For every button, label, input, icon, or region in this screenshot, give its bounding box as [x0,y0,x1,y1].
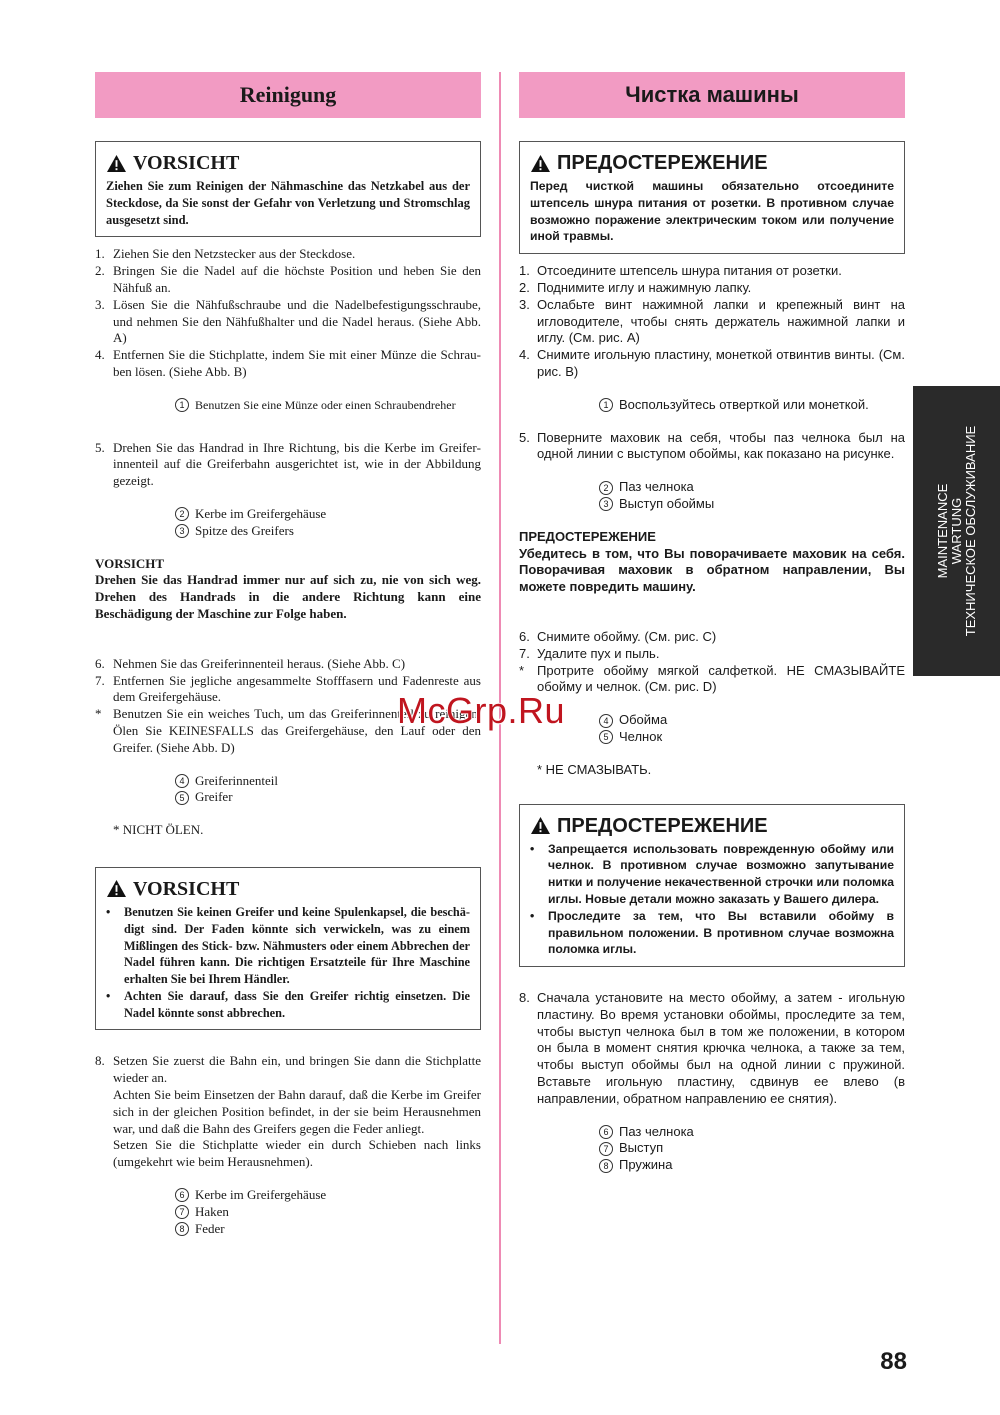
warning-heading: VORSICHT [133,877,240,900]
list-item: 6. Nehmen Sie das Greiferinnenteil heraus. (Siehe Abb. C) [95,655,406,671]
legend-item: 2 Паз челнока [599,479,905,496]
steps-list [95,440,481,490]
section-side-tab [913,386,1000,676]
steps-list [519,263,905,381]
legend-item: 5 Челнок [599,729,905,746]
figure-legend [599,479,905,513]
caution-heading: VORSICHT [95,555,165,571]
list-item: 5. Drehen Sie das Handrad in Ihre Richtung, bis die Kerbe im Greiferinnenteil auf die Greiferbahn ausgerichtet ist, wie in der Abbildung gezeigt. [95,439,481,489]
list-item: 8. Setzen Sie zuerst die Bahn ein, und bringen Sie dann die Stichplatte wieder an. Achten Sie beim Einsetzen der Bahn darauf, daß die Kerbe im Greifer sich in der gleichen Position befindet, in der sie beim Herausnehmen war, und daß die Bahn des Greifers gegen die Feder anliegt. Setzen Sie die Stichplatte wieder ein durch Schieben nach links (umgekehrt wie beim Herausnehmen). [95,1053,481,1170]
warning-text: Ziehen Sie zum Reinigen der Nähmaschine das Netzkabel aus der Steckdose, da Sie sonst der Gefahr von Verletzung und Stromschlag ausgesetzt sind. [106,179,470,227]
legend-item: 4 Обойма [599,712,905,729]
steps-list [95,246,481,380]
legend-item: 7 Haken [175,1204,481,1221]
warning-heading: ПРЕДОСТЕРЕЖЕНИЕ [557,814,768,837]
warning-list [530,841,894,959]
warning-box [95,867,481,1031]
list-item: 4. Снимите игольную пластину, монеткой отвинтив винты. (См. рис. B) [519,347,905,379]
tab-label-de: WARTUNG [948,497,964,565]
legend-item: 3 Spitze des Greifers [175,523,481,540]
figure-legend [599,397,905,414]
list-item: 3. Ослабьте винт нажимной лапки и крепежный винт на игловодителе, чтобы снять держатель нажимной лапки и иглу. (См. рис. A) [519,296,905,346]
tab-label-en: MAINTENANCE [934,483,950,579]
steps-list [519,430,905,464]
figure-legend [175,773,481,807]
warning-box [519,141,905,254]
german-column [95,72,481,1237]
warning-heading: VORSICHT [133,152,240,174]
list-item: 1. Ziehen Sie den Netzstecker aus der Steckdose. [95,246,356,262]
page-number: 88 [880,1348,907,1375]
list-item: • Benutzen Sie keinen Greifer und keine Spulenkapsel, die beschädigt sind. Der Faden könnte sich verwickeln, was zu einem Mißlingen des Stick- bzw. Nähmusters oder einem Abbrechen der Nadel führen kann. Die richtigen Ersatzteile für Ihre Maschine erhalten Sie bei Ihrem Händler. [106,904,470,988]
watermark-logo: McGrp.Ru [397,690,566,731]
list-item: 6. Снимите обойму. (См. рис. C) [519,628,717,644]
legend-item: 5 Greifer [175,789,481,806]
russian-column [519,72,905,1174]
warning-triangle-icon [530,154,551,173]
legend-item: 4 Greiferinnenteil [175,773,481,790]
list-item: 1. Отсоедините штепсель шнура питания от розетки. [519,263,842,279]
list-item: 3. Lösen Sie die Nähfußschraube und die Nadelbefestigungsschraube, und nehmen Sie den Nähfußhalter und die Nadel heraus. (Siehe Abb. A) [95,296,481,346]
legend-item: 6 Kerbe im Greifergehäuse [175,1187,481,1204]
warning-box [519,804,905,968]
steps-list [519,990,905,1108]
caution-note [519,529,905,596]
figure-legend [175,506,481,540]
figure-legend [175,1187,481,1237]
tab-label-ru: ТЕХНИЧЕСКОЕ ОБСЛУЖИВАНИЕ [962,425,978,637]
legend-item: 1 Воспользуйтесь отверткой или монеткой. [599,397,905,414]
legend-item: 8 Пружина [599,1157,905,1174]
list-item: 2. Bringen Sie die Nadel auf die höchste Position und heben Sie den Nähfuß an. [95,263,481,295]
caution-text: Убедитесь в том, что Вы поворачиваете маховик на себя. Поворачивая маховик в обратном направлении, Вы можете повредить машину. [519,545,905,595]
warning-list [106,904,470,1022]
warning-triangle-icon [106,879,127,898]
list-item: • Achten Sie darauf, dass Sie den Greifer richtig einsetzen. Die Nadel könnte sonst abbrechen. [106,988,470,1022]
list-item: 7. Entfernen Sie jegliche angesammelte Stofffasern und Fadenreste aus dem Greifergehäuse. [95,672,481,705]
warning-box [95,141,481,237]
legend-item: 3 Выступ обоймы [599,496,905,513]
legend-item: 6 Паз челнока [599,1124,905,1141]
list-item: • Запрещается использовать поврежденную обойму или челнок. В противном случае возможно запутывание нитки и получение некачественной строчки или поломка иглы. Новые детали можно заказать у Вашего дилера. [530,841,894,908]
no-oil-note: * НЕ СМАЗЫВАТЬ. [537,761,652,777]
caution-heading: ПРЕДОСТЕРЕЖЕНИЕ [519,528,656,544]
caution-text: Drehen Sie das Handrad immer nur auf sich zu, nie von sich weg. Drehen des Handrads in die andere Richtung kann eine Beschädigung der Maschine zur Folge haben. [95,572,481,621]
section-title: Reinigung [95,72,481,118]
list-item: 4. Entfernen Sie die Stichplatte, indem Sie mit einer Münze die Schrauben lösen. (Siehe Abb. B) [95,347,481,379]
steps-list [519,629,905,696]
list-item: * Benutzen Sie ein weiches Tuch, um das Greiferinnenteil zu reinigen. Ölen Sie KEINESFALLS das Greifergehäuse, den Lauf oder den Greifer. (Siehe Abb. D) [95,706,481,755]
legend-item: 7 Выступ [599,1140,905,1157]
list-item: 5. Поверните маховик на себя, чтобы паз челнока был на одной линии с выступом обоймы, как показано на рисунке. [519,429,905,462]
steps-list [95,1053,481,1171]
figure-legend [599,712,905,746]
list-item: * Протрите обойму мягкой салфеткой. НЕ СМАЗЫВАЙТЕ обойму и челнок. (См. рис. D) [519,662,905,695]
no-oil-note: * NICHT ÖLEN. [113,822,204,838]
figure-legend [599,1124,905,1174]
list-item: 8. Сначала установите на место обойму, а затем - игольную пластину. Во время установки обоймы, проследите за тем, чтобы выступ челнока был в том же положении, в котором он была в момент снятия крючка челнока, а также за тем, чтобы выступ обоймы был на одной линии с пружиной. Вставьте игольную пластину, сдвинув ее влево (в направлении, обратном направлению ее снятия). [519,990,905,1106]
figure-legend [175,397,481,414]
legend-item: 2 Kerbe im Greifergehäuse [175,506,481,523]
caution-note [95,556,481,623]
legend-item: 1 Benutzen Sie eine Münze oder einen Schraubendreher [175,397,481,414]
list-item: 7. Удалите пух и пыль. [519,645,660,661]
section-title: Чистка машины [519,72,905,118]
warning-triangle-icon [530,816,551,835]
list-item: • Проследите за тем, что Вы вставили обойму в правильном положении. В противном случае возможна поломка иглы. [530,908,894,958]
warning-triangle-icon [106,154,127,173]
warning-text: Перед чисткой машины обязательно отсоедините штепсель шнура питания от розетки. В противном случае возможно поражение электрическим током или получение иной травмы. [530,179,894,244]
list-item: 2. Поднимите иглу и нажимную лапку. [519,279,752,295]
legend-item: 8 Feder [175,1221,481,1238]
warning-heading: ПРЕДОСТЕРЕЖЕНИЕ [557,152,768,174]
